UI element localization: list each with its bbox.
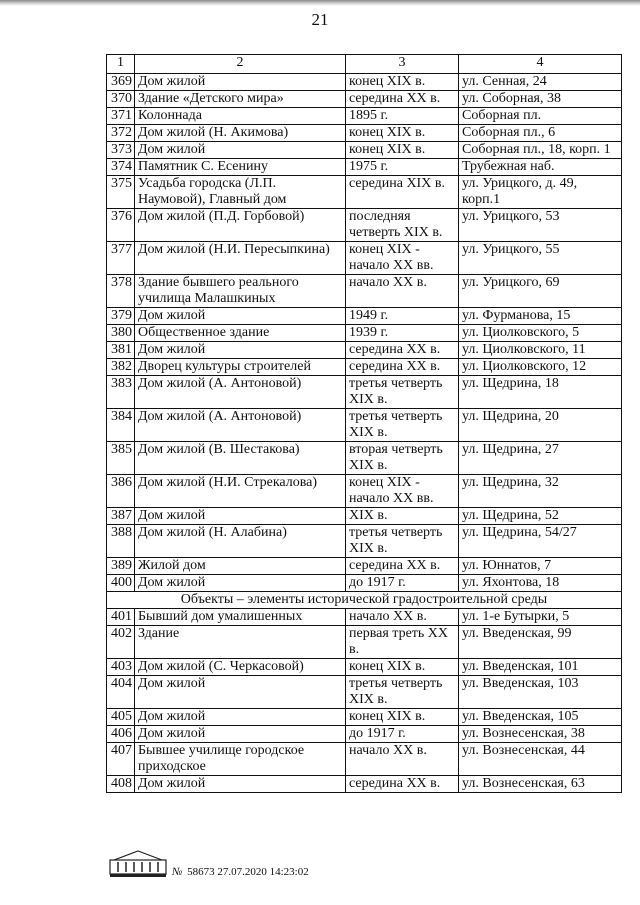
table-row (107, 475, 622, 508)
table-row (107, 676, 622, 709)
row-number: 403 (107, 659, 135, 676)
object-address: ул. Циолковского, 5 (459, 325, 622, 342)
object-date: третья четверть XIX в. (346, 376, 459, 409)
column-header: 4 (459, 55, 622, 74)
object-address: ул. Урицкого, 69 (459, 275, 622, 308)
object-date: третья четверть XIX в. (346, 525, 459, 558)
section-title: Объекты – элементы исторической градостроительной среды (107, 592, 622, 609)
object-name: Жилой дом (135, 558, 346, 575)
object-date: середина XX в. (346, 558, 459, 575)
object-address: ул. Вознесенская, 44 (459, 743, 622, 776)
row-number: 408 (107, 776, 135, 793)
building-stamp-icon (108, 848, 168, 878)
object-name: Бывший дом умалишенных (135, 609, 346, 626)
table-row (107, 242, 622, 275)
section-heading-row (107, 592, 622, 609)
object-date: конец XIX в. (346, 659, 459, 676)
column-header: 3 (346, 55, 459, 74)
object-address: ул. Циолковского, 12 (459, 359, 622, 376)
object-name: Общественное здание (135, 325, 346, 342)
object-date: третья четверть XIX в. (346, 409, 459, 442)
table-row (107, 91, 622, 108)
object-date: конец XIX в. (346, 709, 459, 726)
table-row (107, 74, 622, 91)
table-row (107, 558, 622, 575)
row-number: 373 (107, 142, 135, 159)
object-name: Здание (135, 626, 346, 659)
row-number: 388 (107, 525, 135, 558)
row-number: 374 (107, 159, 135, 176)
object-date: начало XX в. (346, 609, 459, 626)
object-address: ул. Вознесенская, 63 (459, 776, 622, 793)
object-address: ул. Сенная, 24 (459, 74, 622, 91)
scan-edge (0, 0, 640, 6)
object-date: середина XX в. (346, 91, 459, 108)
object-name: Здание бывшего реального училища Малашкиных (135, 275, 346, 308)
table-body-monuments (107, 74, 622, 592)
object-name: Дом жилой (135, 709, 346, 726)
object-date: начало XX в. (346, 743, 459, 776)
object-address: ул. Введенская, 99 (459, 626, 622, 659)
object-name: Бывшее училище городское приходское (135, 743, 346, 776)
object-name: Дом жилой (135, 776, 346, 793)
table-row (107, 508, 622, 525)
table-row (107, 359, 622, 376)
object-address: Соборная пл., 6 (459, 125, 622, 142)
object-date: конец XIX в. (346, 142, 459, 159)
object-name: Колоннада (135, 108, 346, 125)
row-number: 380 (107, 325, 135, 342)
object-address: ул. Щедрина, 54/27 (459, 525, 622, 558)
row-number: 406 (107, 726, 135, 743)
row-number: 378 (107, 275, 135, 308)
object-date: 1949 г. (346, 308, 459, 325)
object-name: Дом жилой (135, 676, 346, 709)
object-name: Дом жилой (135, 308, 346, 325)
object-date: конец XIX в. (346, 74, 459, 91)
object-address: ул. Юннатов, 7 (459, 558, 622, 575)
table-row (107, 709, 622, 726)
row-number: 405 (107, 709, 135, 726)
table-row (107, 308, 622, 325)
object-name: Дворец культуры строителей (135, 359, 346, 376)
table-body-environment (107, 609, 622, 793)
table-row (107, 525, 622, 558)
table-row (107, 609, 622, 626)
column-header: 2 (135, 55, 346, 74)
table-header-row (107, 55, 622, 74)
row-number: 407 (107, 743, 135, 776)
table-row (107, 342, 622, 359)
row-number: 369 (107, 74, 135, 91)
object-name: Дом жилой (А. Антоновой) (135, 409, 346, 442)
object-name: Дом жилой (135, 575, 346, 592)
object-name: Дом жилой (135, 508, 346, 525)
table-row (107, 626, 622, 659)
object-address: ул. Фурманова, 15 (459, 308, 622, 325)
object-address: ул. Щедрина, 32 (459, 475, 622, 508)
table-row (107, 409, 622, 442)
row-number: 402 (107, 626, 135, 659)
object-name: Дом жилой (В. Шестакова) (135, 442, 346, 475)
object-date: вторая четверть XIX в. (346, 442, 459, 475)
table-row (107, 376, 622, 409)
object-address: ул. 1-е Бутырки, 5 (459, 609, 622, 626)
row-number: 389 (107, 558, 135, 575)
serial-text: 58673 27.07.2020 14:23:02 (187, 866, 309, 878)
object-address: ул. Введенская, 105 (459, 709, 622, 726)
table-row (107, 575, 622, 592)
object-address: Трубежная наб. (459, 159, 622, 176)
object-name: Дом жилой (135, 74, 346, 91)
object-date: начало XX в. (346, 275, 459, 308)
object-address: ул. Щедрина, 18 (459, 376, 622, 409)
object-address: ул. Щедрина, 20 (459, 409, 622, 442)
row-number: 387 (107, 508, 135, 525)
table-row (107, 659, 622, 676)
object-address: ул. Урицкого, 55 (459, 242, 622, 275)
table-row (107, 209, 622, 242)
object-name: Дом жилой (Н.И. Пересыпкина) (135, 242, 346, 275)
row-number: 384 (107, 409, 135, 442)
object-address: ул. Введенская, 101 (459, 659, 622, 676)
object-address: Соборная пл. (459, 108, 622, 125)
page-number: 21 (311, 10, 329, 29)
object-date: 1939 г. (346, 325, 459, 342)
row-number: 400 (107, 575, 135, 592)
object-address: ул. Щедрина, 52 (459, 508, 622, 525)
object-date: конец XIX в. (346, 125, 459, 142)
object-date: первая треть XX в. (346, 626, 459, 659)
object-name: Памятник С. Есенину (135, 159, 346, 176)
row-number: 376 (107, 209, 135, 242)
object-date: середина XIX в. (346, 176, 459, 209)
row-number: 383 (107, 376, 135, 409)
object-date: 1975 г. (346, 159, 459, 176)
row-number: 385 (107, 442, 135, 475)
monuments-table (106, 54, 622, 793)
row-number: 386 (107, 475, 135, 508)
object-address: ул. Соборная, 38 (459, 91, 622, 108)
object-name: Дом жилой (Н. Алабина) (135, 525, 346, 558)
object-date: середина XX в. (346, 342, 459, 359)
row-number: 371 (107, 108, 135, 125)
object-name: Дом жилой (Н.И. Стрекалова) (135, 475, 346, 508)
object-date: середина XX в. (346, 359, 459, 376)
table-row (107, 325, 622, 342)
row-number: 381 (107, 342, 135, 359)
table-row (107, 176, 622, 209)
row-number: 404 (107, 676, 135, 709)
table-row (107, 726, 622, 743)
row-number: 370 (107, 91, 135, 108)
footer (108, 848, 368, 880)
row-number: 375 (107, 176, 135, 209)
object-name: Дом жилой (С. Черкасовой) (135, 659, 346, 676)
row-number: 401 (107, 609, 135, 626)
object-address: Соборная пл., 18, корп. 1 (459, 142, 622, 159)
object-name: Здание «Детского мира» (135, 91, 346, 108)
object-date: 1895 г. (346, 108, 459, 125)
object-address: ул. Щедрина, 27 (459, 442, 622, 475)
object-address: ул. Введенская, 103 (459, 676, 622, 709)
object-date: последняя четверть XIX в. (346, 209, 459, 242)
object-address: ул. Урицкого, д. 49, корп.1 (459, 176, 622, 209)
object-name: Дом жилой (135, 726, 346, 743)
row-number: 379 (107, 308, 135, 325)
object-address: ул. Урицкого, 53 (459, 209, 622, 242)
column-header: 1 (107, 55, 135, 74)
table-row (107, 108, 622, 125)
object-name: Дом жилой (П.Д. Горбовой) (135, 209, 346, 242)
document-mark-icon: № (172, 866, 183, 878)
object-name: Дом жилой (135, 142, 346, 159)
object-name: Дом жилой (А. Антоновой) (135, 376, 346, 409)
table-row (107, 142, 622, 159)
object-name: Дом жилой (Н. Акимова) (135, 125, 346, 142)
object-date: до 1917 г. (346, 575, 459, 592)
table-row (107, 159, 622, 176)
object-name: Усадьба городска (Л.П. Наумовой), Главный дом (135, 176, 346, 209)
row-number: 377 (107, 242, 135, 275)
object-date: конец XIX - начало XX вв. (346, 475, 459, 508)
table-row (107, 275, 622, 308)
object-address: ул. Яхонтова, 18 (459, 575, 622, 592)
row-number: 372 (107, 125, 135, 142)
object-date: до 1917 г. (346, 726, 459, 743)
table-row (107, 776, 622, 793)
table-row (107, 442, 622, 475)
row-number: 382 (107, 359, 135, 376)
object-date: середина XX в. (346, 776, 459, 793)
table-row (107, 743, 622, 776)
object-date: XIX в. (346, 508, 459, 525)
table-row (107, 125, 622, 142)
object-date: конец XIX - начало XX вв. (346, 242, 459, 275)
object-name: Дом жилой (135, 342, 346, 359)
object-address: ул. Циолковского, 11 (459, 342, 622, 359)
object-date: третья четверть XIX в. (346, 676, 459, 709)
object-address: ул. Вознесенская, 38 (459, 726, 622, 743)
document-serial (172, 866, 309, 878)
